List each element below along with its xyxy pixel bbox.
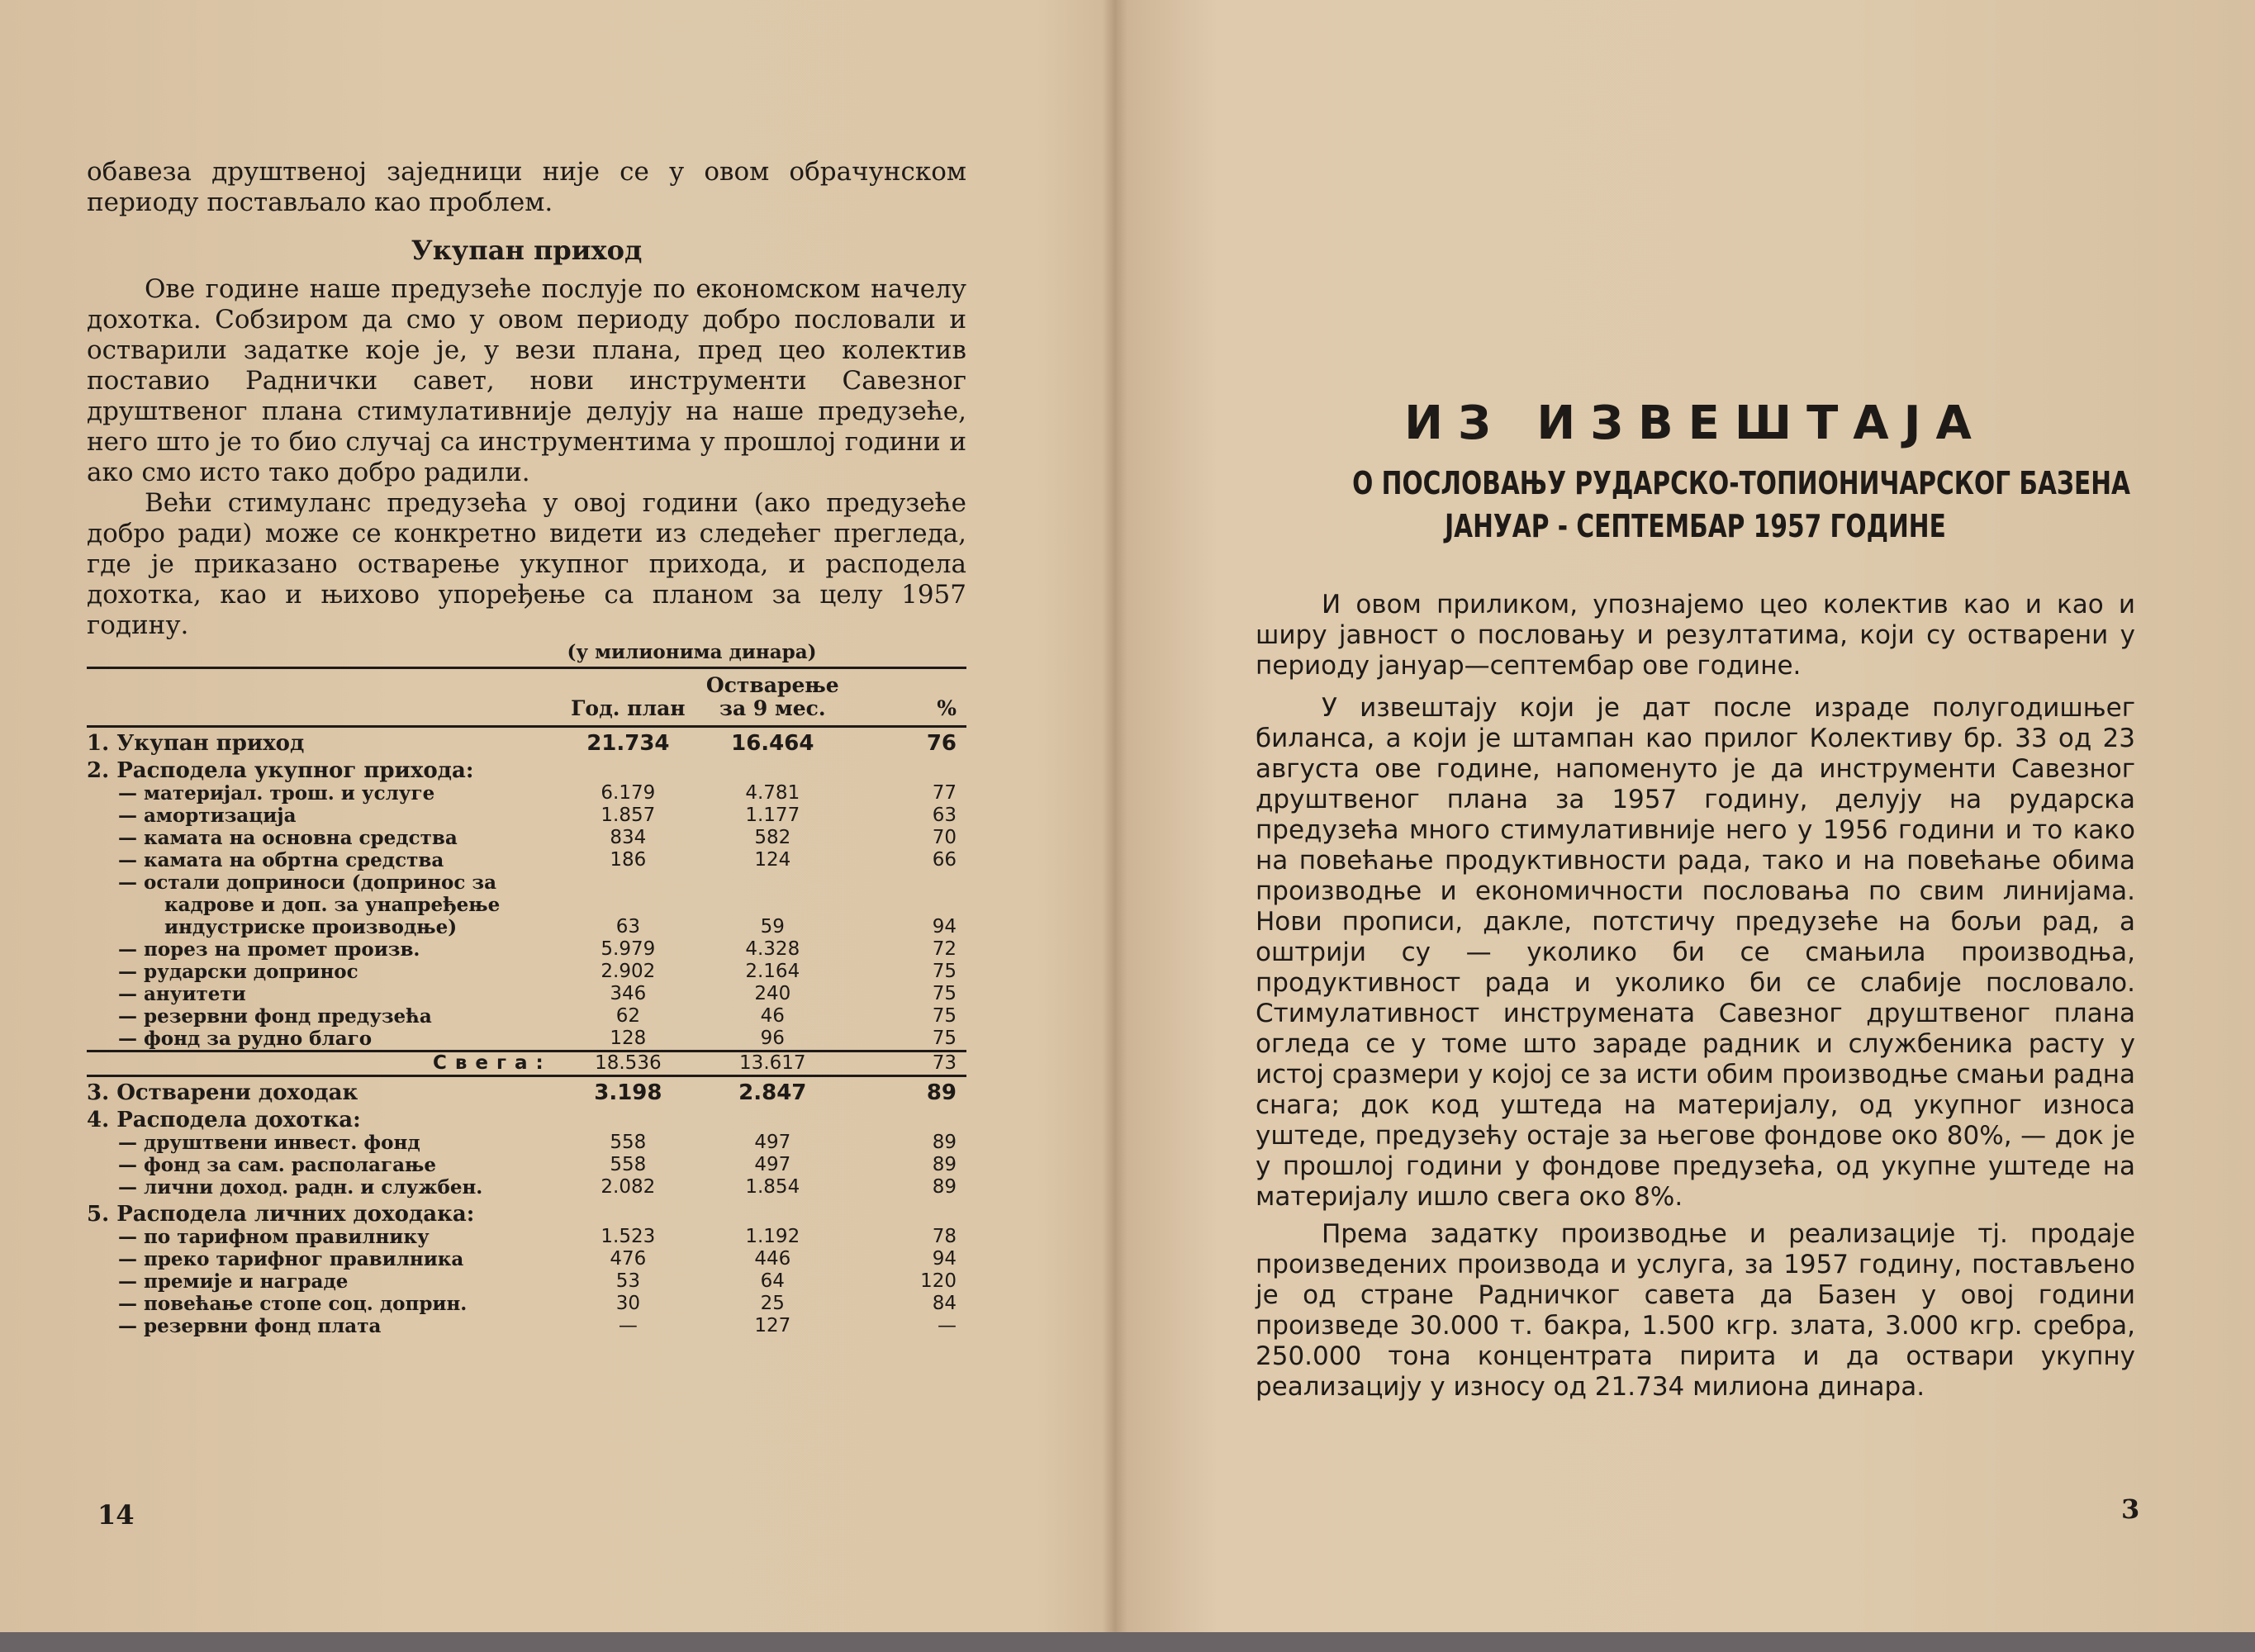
row-real: 127 <box>754 1315 791 1336</box>
table-units: (у милионима динара) <box>567 641 817 663</box>
row-pct: 72 <box>932 938 957 960</box>
table-row <box>87 1176 966 1199</box>
row-real: 96 <box>760 1028 785 1049</box>
row-real: 4.781 <box>745 782 800 804</box>
row-real <box>696 871 849 894</box>
row-pct: 75 <box>932 1005 957 1027</box>
table-row <box>87 938 966 961</box>
table-row <box>87 1005 966 1028</box>
row-label: — премије и награде <box>118 1270 349 1293</box>
row-plan: 346 <box>610 983 647 1004</box>
total-plan: 18.536 <box>560 1051 696 1076</box>
row-label: индустриске производње) <box>164 916 458 938</box>
row-pct: 75 <box>932 961 957 982</box>
row-pct: 84 <box>932 1293 957 1314</box>
row-label: — резервни фонд плата <box>118 1315 382 1337</box>
row-real: 1.854 <box>745 1176 800 1198</box>
row-pct: 89 <box>932 1154 957 1175</box>
row-pct <box>849 894 966 916</box>
row-plan: 2.902 <box>601 961 656 982</box>
row-label: 1. Укупан приход <box>87 727 560 756</box>
row-real: 25 <box>760 1293 785 1314</box>
section-heading: Укупан приход <box>411 235 643 266</box>
table-row <box>87 1226 966 1248</box>
section-2-items <box>87 782 966 1051</box>
table-row <box>87 871 966 894</box>
table-row <box>87 805 966 827</box>
table-header-row <box>87 668 966 727</box>
row-real: 582 <box>754 827 791 848</box>
total-real: 13.617 <box>696 1051 849 1076</box>
table-row <box>87 1315 966 1337</box>
row-real: 16.464 <box>696 727 849 756</box>
table-row <box>87 916 966 938</box>
row-label: — остали доприноси (допринос за <box>118 871 496 894</box>
col-header-pct: % <box>849 668 966 727</box>
row-label: — резервни фонд предузећа <box>118 1005 432 1028</box>
section-label: 5. Расподела личних доходака: <box>87 1202 475 1227</box>
row-pct: 89 <box>849 1076 966 1105</box>
row-plan <box>560 871 696 894</box>
table-section-4 <box>87 1104 966 1132</box>
table-row <box>87 961 966 983</box>
row-plan: 476 <box>610 1248 647 1270</box>
income-paragraph-1: Ове године наше предузеће послује по економском начелу дохотка. Собзиром да смо у овом периоду добро пословали и остварили задатке које је, у вези плана, пред цео колектив поставио Раднички савет, нови инструменти Савезног друштвеног плана стимулативније делују на наше предузеће, него што је то био случај са инструментима у прошлој години и ако смо исто тако добро радили. <box>87 274 966 487</box>
table-row <box>87 782 966 805</box>
row-pct: 94 <box>932 1248 957 1270</box>
row-pct: 63 <box>932 805 957 826</box>
row-plan: 128 <box>610 1028 647 1049</box>
row-label: — материјал. трош. и услуге <box>118 782 435 805</box>
table-row <box>87 1132 966 1154</box>
table-row <box>87 1154 966 1176</box>
intro-paragraph: обавеза друштвеној заједници није се у овом обрачунском периоду постављало као проблем. <box>87 157 966 217</box>
row-plan: 5.979 <box>601 938 656 960</box>
row-pct: 75 <box>932 1028 957 1049</box>
row-pct: 76 <box>849 727 966 756</box>
row-plan: 558 <box>610 1154 647 1175</box>
col-header-real: Остварење за 9 мес. <box>696 668 849 727</box>
row-real <box>696 894 849 916</box>
table-row <box>87 983 966 1005</box>
income-table <box>87 667 966 1337</box>
row-label: 3. Остварени доходак <box>87 1076 560 1105</box>
table-row <box>87 1293 966 1315</box>
row-pct: 77 <box>932 782 957 804</box>
book-gutter <box>1103 0 1128 1652</box>
row-plan: 834 <box>610 827 647 848</box>
table-row <box>87 1028 966 1051</box>
row-real: 497 <box>754 1132 791 1153</box>
row-plan: 30 <box>615 1293 640 1314</box>
row-plan: 62 <box>615 1005 640 1027</box>
table-row <box>87 849 966 871</box>
row-plan: 558 <box>610 1132 647 1153</box>
row-plan: 3.198 <box>560 1076 696 1105</box>
row-plan: 21.734 <box>560 727 696 756</box>
table-section-2 <box>87 755 966 782</box>
row-label: — камата на основна средства <box>118 827 458 849</box>
row-pct: 66 <box>932 849 957 871</box>
row-pct: 120 <box>920 1270 957 1292</box>
row-plan: 1.857 <box>601 805 656 826</box>
table-row-total <box>87 1051 966 1076</box>
row-label: — фонд за сам. располагање <box>118 1154 437 1176</box>
row-pct: 94 <box>932 916 957 938</box>
section-4-items <box>87 1132 966 1199</box>
table-row <box>87 894 966 916</box>
right-page-number: 3 <box>2121 1493 2140 1525</box>
row-label: — камата на обртна средства <box>118 849 444 871</box>
row-real: 4.328 <box>745 938 800 960</box>
table-row-total-income <box>87 727 966 756</box>
row-real: 446 <box>754 1248 791 1270</box>
section-label: 2. Расподела укупног прихода: <box>87 758 474 783</box>
row-pct: 89 <box>932 1176 957 1198</box>
row-label: — по тарифном правилнику <box>118 1226 430 1248</box>
row-label: — амортизација <box>118 805 297 827</box>
report-paragraph-3: Према задатку производње и реализације тј. продаје произведених производа и услуга, за 1957 годину, постављено је од стране Радничког савета да Базен у овој години произведе 30.000 т. бакра, 1.500 кгр. злата, 3.000 кгр. сребра, 250.000 тона концентрата пирита и да оствари укупну реализацију у износу од 21.734 милиона динара. <box>1256 1219 2135 1402</box>
row-plan: 6.179 <box>601 782 656 804</box>
table-row-realized-income <box>87 1076 966 1105</box>
table-row <box>87 1248 966 1270</box>
row-label: — рударски допринос <box>118 961 358 983</box>
row-plan: 53 <box>615 1270 640 1292</box>
total-label: Свега: <box>87 1051 560 1076</box>
row-pct: 78 <box>932 1226 957 1247</box>
section-5-items <box>87 1226 966 1337</box>
row-plan <box>560 894 696 916</box>
table-section-5 <box>87 1199 966 1226</box>
income-paragraph-2: Већи стимуланс предузећа у овој години (ако предузеће добро ради) може се конкретно видети из следећег прегледа, где је приказано остварење укупног прихода, и расподела дохотка, као и њихово упоређење са планом за целу 1957 годину. <box>87 488 966 640</box>
row-pct: 75 <box>932 983 957 1004</box>
row-label: — друштвени инвест. фонд <box>118 1132 420 1154</box>
row-plan: 2.082 <box>601 1176 656 1198</box>
row-real: 64 <box>760 1270 785 1292</box>
report-paragraph-2: У извештају који је дат после израде полугодишњег биланса, а који је штампан као прилог Колективу бр. 33 од 23 августа ове године, напоменуто је да инструменти Савезног друштвеног плана за 1957 годину, делују на рударска предузећа много стимулативније него у 1956 години и то како на повећање продуктивности рада, тако и на повећање обима производње и економичности пословања по свим линијама. Нови прописи, дакле, потстичу предузеће на бољи рад, а оштрији су — уколико би се смањила производња, продуктивност рада и уколико би се слабије пословало. Стимулативност инструмената Савезног друштвеног плана огледа се у томе што зараде радник и службеника расту у истој сразмери у којој се за исти обим производње смањи радна снага; док код уштеда на материјалу, од укупног износа уштеде, предузећу остаје за његове фондове око 80%, — док је у прошлој години у фондове предузећа, од укупне уштеде на материјалу ишло свега око 8%. <box>1256 693 2135 1212</box>
row-label: кадрове и доп. за унапређење <box>164 894 501 916</box>
report-subtitle-1: О ПОСЛОВАЊУ РУДАРСКО-ТОПИОНИЧАРСКОГ БАЗЕНА <box>1352 465 2130 501</box>
row-plan: — <box>618 1315 638 1336</box>
row-pct: 89 <box>932 1132 957 1153</box>
right-page <box>1256 396 2135 1403</box>
row-label: — порез на промет произв. <box>118 938 420 961</box>
row-pct: 70 <box>932 827 957 848</box>
row-real: 2.847 <box>696 1076 849 1105</box>
row-real: 124 <box>754 849 791 871</box>
left-page-number: 14 <box>97 1499 135 1531</box>
table-row <box>87 827 966 849</box>
row-label: — преко тарифног правилника <box>118 1248 464 1270</box>
row-real: 497 <box>754 1154 791 1175</box>
col-header-plan: Год. план <box>560 668 696 727</box>
row-label: — лични доход. радн. и службен. <box>118 1176 483 1199</box>
scan-bottom-edge <box>0 1632 2255 1652</box>
row-label: — ануитети <box>118 983 246 1005</box>
row-plan: 63 <box>615 916 640 938</box>
left-page <box>87 157 966 1337</box>
total-pct: 73 <box>849 1051 966 1076</box>
row-label: — повећање стопе соц. доприн. <box>118 1293 468 1315</box>
row-plan: 186 <box>610 849 647 871</box>
row-plan: 1.523 <box>601 1226 656 1247</box>
report-title: ИЗ ИЗВЕШТАЈА <box>1404 396 1987 450</box>
report-paragraph-1: И овом приликом, упознајемо цео колектив као и као и ширу јавност о пословању и резултатима, који су остварени у периоду јануар—септембар ове године. <box>1256 590 2135 681</box>
row-real: 46 <box>760 1005 785 1027</box>
report-subtitle-2: ЈАНУАР - СЕПТЕМБАР 1957 ГОДИНЕ <box>1445 508 1946 544</box>
row-pct: — <box>938 1315 957 1336</box>
row-pct <box>849 871 966 894</box>
row-real: 1.177 <box>745 805 800 826</box>
table-row <box>87 1270 966 1293</box>
row-label: — фонд за рудно благо <box>118 1028 373 1050</box>
section-label: 4. Расподела дохотка: <box>87 1108 361 1132</box>
row-real: 2.164 <box>745 961 800 982</box>
row-real: 59 <box>760 916 785 938</box>
row-real: 1.192 <box>745 1226 800 1247</box>
row-real: 240 <box>754 983 791 1004</box>
